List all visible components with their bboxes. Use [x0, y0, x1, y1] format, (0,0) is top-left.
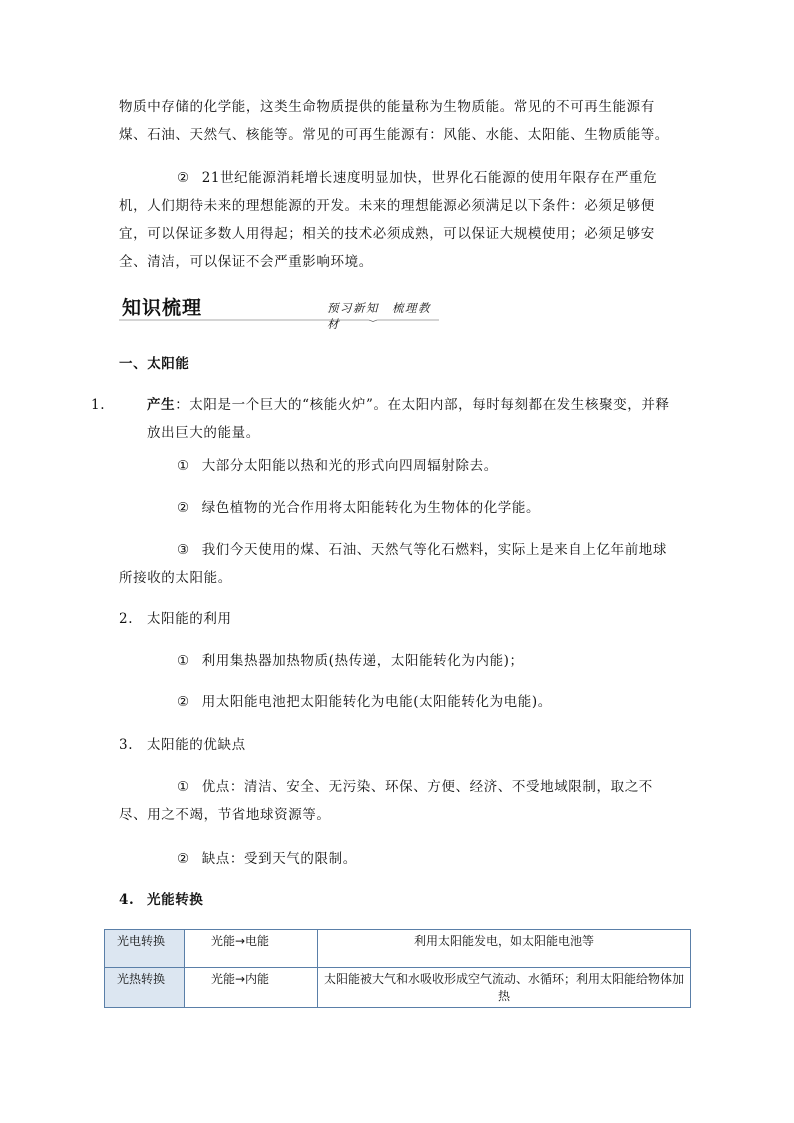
intro-paragraph-1: 物质中存储的化学能，这类生命物质提供的能量称为生物质能。常见的不可再生能源有煤、石油、天然气、核能等。常见的可再生能源有：风能、水能、太阳能、生物质能等。 [119, 99, 669, 143]
table-cell-type: 光热转换 [105, 968, 185, 1008]
item-text: 太阳能的利用 [147, 611, 232, 627]
sub-item-text: 大部分太阳能以热和光的形式向四周辐射除去。 [201, 458, 498, 474]
list-item-2 [119, 605, 675, 633]
table-cell-type: 光电转换 [105, 930, 185, 968]
table-cell-example: 利用太阳能发电，如太阳能电池等 [318, 930, 691, 968]
sub-item-text: 缺点：受到天气的限制。 [201, 851, 357, 867]
section-title: 知识梳理 [122, 297, 203, 319]
sub-item-text: 我们今天使用的煤、石油、天然气等化石燃料，实际上是来自上亿年前地球所接收的太阳能。 [119, 542, 668, 586]
list-marker: ① [177, 653, 190, 669]
list-marker: ① [177, 458, 190, 474]
section-rule [119, 319, 439, 322]
list-marker: ② [177, 170, 190, 186]
item-number: 1. [91, 397, 106, 413]
item-label: 产生 [147, 397, 176, 413]
sub-item-text: 利用集热器加热物质(热传递，太阳能转化为内能)； [201, 653, 524, 669]
list-item-1 [91, 391, 675, 447]
sub-item [119, 494, 675, 522]
item-text: 太阳能的优缺点 [147, 737, 246, 753]
sub-item-text: 优点：清洁、安全、无污染、环保、方便、经济、不受地域限制，取之不尽、用之不竭，节省地球资源等。 [119, 779, 653, 823]
item-number: 4. [119, 892, 135, 908]
paragraph-text: 21世纪能源消耗增长速度明显加快，世界化石能源的使用年限存在严重危机，人们期待未来的理想能源的开发。未来的理想能源必须满足以下条件：必须足够便宜，可以保证多数人用得起；相关的技术必须成熟，可以保证大规模使用；必须足够安全、清洁，可以保证不会严重影响环境。 [119, 170, 658, 270]
energy-conversion-table [104, 929, 691, 1008]
section-subtitle: 预习新知 梳理教材 [327, 301, 431, 331]
table-row [105, 968, 691, 1008]
sub-item [119, 536, 675, 592]
item-text: 光能转换 [147, 892, 204, 908]
table-cell-form: 光能→电能 [185, 930, 318, 968]
list-marker: ② [177, 851, 190, 867]
table-cell-example: 太阳能被大气和水吸收形成空气流动、水循环；利用太阳能给物体加热 [318, 968, 691, 1008]
list-marker: ② [177, 694, 190, 710]
item-text: ：太阳是一个巨大的“核能火炉”。在太阳内部，每时每刻都在发生核聚变，并释放出巨大的能量。 [147, 397, 670, 441]
item-number: 2. [119, 611, 134, 627]
list-marker: ③ [177, 542, 190, 558]
sub-item-text: 用太阳能电池把太阳能转化为电能(太阳能转化为电能)。 [201, 694, 552, 710]
list-item-3 [119, 731, 675, 759]
list-item-4 [119, 886, 675, 914]
sub-item [119, 773, 675, 829]
table-row [105, 930, 691, 968]
item-number: 3. [119, 737, 134, 753]
intro-paragraph-2 [119, 164, 675, 276]
list-marker: ① [177, 779, 190, 795]
sub-item [119, 452, 675, 480]
sub-item [119, 647, 675, 675]
section-header [119, 291, 439, 331]
list-marker: ② [177, 500, 190, 516]
sub-item [119, 688, 675, 716]
sub-item-text: 绿色植物的光合作用将太阳能转化为生物体的化学能。 [201, 500, 541, 516]
sub-item [119, 845, 675, 873]
table-cell-form: 光能→内能 [185, 968, 318, 1008]
topic-heading: 一、太阳能 [119, 356, 190, 372]
